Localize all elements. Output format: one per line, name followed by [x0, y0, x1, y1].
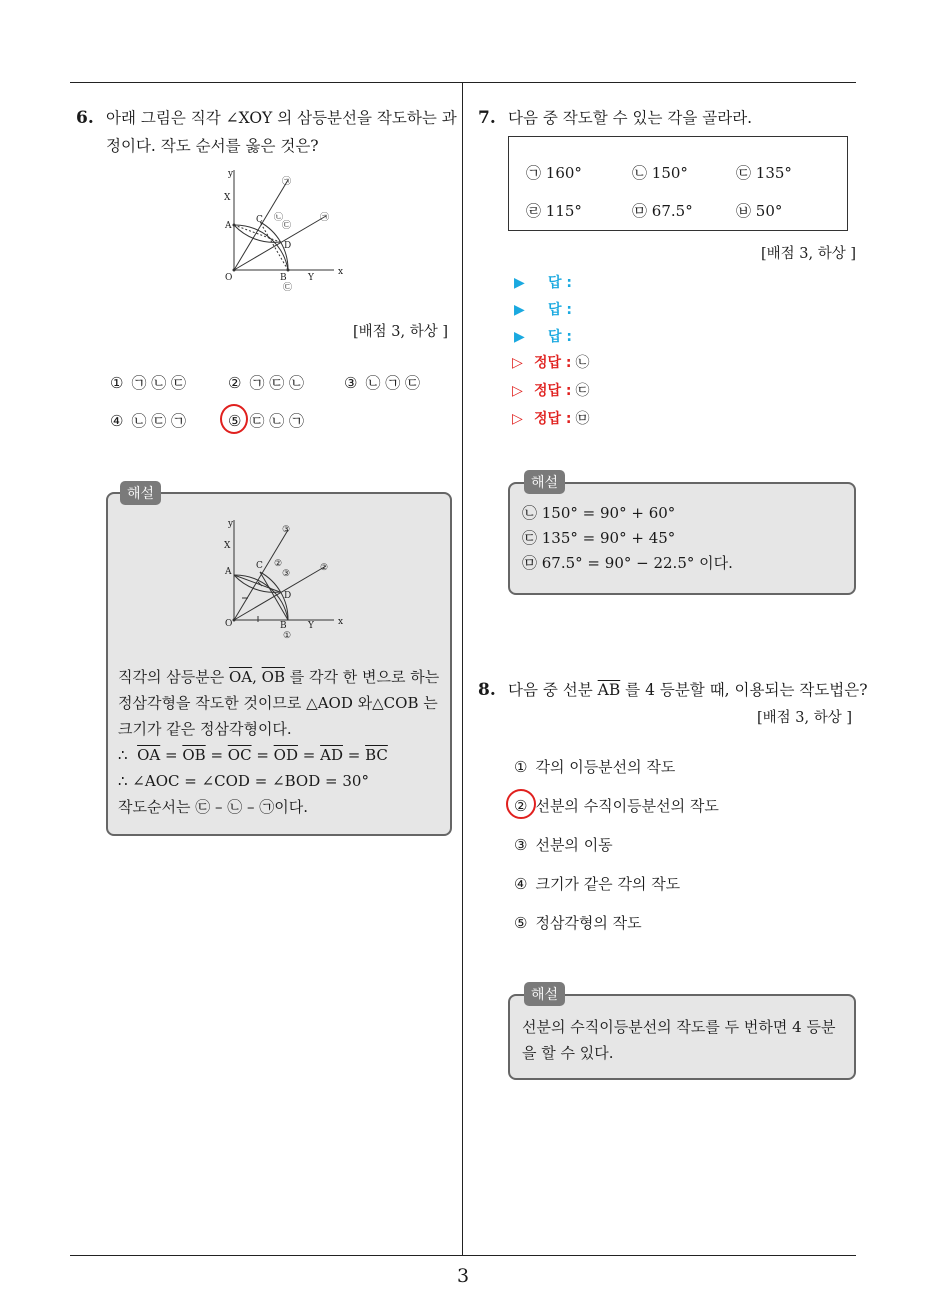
q6-option-1[interactable]: ① ㉠ ㉡ ㉢: [110, 374, 186, 392]
q8-text: 다음 중 선분 $\overline{AB}$ 를 4 등분할 때, 이용되는 작도법은?: [508, 681, 868, 699]
q6-text-line1: 아래 그림은 직각 ∠XOY 의 삼등분선을 작도하는 과: [106, 109, 457, 127]
q6-expl-fig-num-2: ②: [274, 559, 283, 569]
q6-expl-line6: 작도순서는 ㉢ – ㉡ – ㉠이다.: [118, 798, 309, 816]
q6-expl-fig-label-A: A: [225, 567, 232, 577]
q6-expl-fig-label-D: D: [284, 591, 292, 601]
q6-fig-label-Y: Y: [308, 273, 314, 283]
q6-expl-fig-num-1: ③: [282, 525, 291, 535]
q6-expl-line3: 크기가 같은 정삼각형이다.: [118, 720, 292, 738]
q7-choice-1: ㉠ 160°: [526, 164, 582, 182]
bottom-rule: [70, 1255, 856, 1256]
q8-number: 8.: [478, 680, 496, 700]
q6-fig-label-B: B: [280, 273, 287, 283]
q8-option-2[interactable]: ② 선분의 수직이등분선의 작도: [514, 797, 719, 815]
q6-expl-line5: ∴ ∠AOC = ∠COD = ∠BOD = 30°: [118, 772, 369, 790]
q6-fig-label-y: y: [228, 169, 234, 179]
q6-expl-fig-num-5: ①: [283, 631, 292, 641]
q8-explanation-tag: 해설: [524, 982, 565, 1006]
page-number: 3: [456, 1265, 470, 1287]
q6-option-4[interactable]: ④ ㉡ ㉢ ㉠: [110, 412, 186, 430]
q6-option-3[interactable]: ③ ㉡ ㉠ ㉢: [344, 374, 420, 392]
q7-choice-4: ㉣ 115°: [526, 202, 582, 220]
q7-answer-blank-1[interactable]: ▶ 답 :: [514, 275, 572, 291]
q6-expl-fig-num-4: ②: [320, 563, 329, 573]
q7-expl-line1: ㉡ 150° = 90° + 60°: [522, 504, 676, 522]
q7-correct-1: ▷ 정답 : ㉡: [512, 355, 590, 371]
q6-option-2[interactable]: ② ㉠ ㉢ ㉡: [228, 374, 304, 392]
q6-fig-mark-1: ㉠: [282, 177, 292, 187]
q8-expl-line1: 선분의 수직이등분선의 작도를 두 번하면 4 등분: [522, 1018, 836, 1036]
q6-text-line2: 정이다. 작도 순서를 옳은 것은?: [106, 137, 319, 155]
q7-expl-line2: ㉢ 135° = 90° + 45°: [522, 529, 676, 547]
q7-number: 7.: [478, 108, 496, 128]
outline-triangle-icon: ▷: [512, 383, 523, 399]
q6-fig-label-x: x: [338, 267, 344, 277]
q7-points: [배점 3, 하상 ]: [760, 246, 856, 262]
q6-expl-fig-label-B: B: [280, 621, 287, 631]
q7-expl-line3: ㉤ 67.5° = 90° − 22.5° 이다.: [522, 554, 733, 572]
q7-choice-5: ㉤ 67.5°: [632, 202, 693, 220]
q6-figure: [222, 168, 352, 298]
q6-fig-label-A: A: [225, 221, 232, 231]
q6-fig-mark-5: ㉢: [283, 283, 293, 293]
q6-expl-fig-label-X: X: [224, 541, 231, 551]
column-divider: [462, 82, 463, 1255]
q6-expl-line4: ∴ $\overline{OA} = \overline{OB} = \overline{OC} = \overline{OD} = \overline{AD} = \overline{BC}$: [118, 746, 388, 764]
play-triangle-icon: ▶: [514, 275, 525, 291]
q6-fig-mark-2: ㉡: [274, 213, 284, 223]
q6-fig-label-C: C: [256, 215, 263, 225]
q6-option-5[interactable]: ⑤ ㉢ ㉡ ㉠: [228, 412, 304, 430]
q6-answer-circle: [220, 404, 248, 434]
q8-option-5[interactable]: ⑤ 정삼각형의 작도: [514, 914, 642, 932]
q6-explanation-tag: 해설: [120, 481, 161, 505]
outline-triangle-icon: ▷: [512, 355, 523, 371]
q6-expl-fig-label-C: C: [256, 561, 263, 571]
q6-fig-label-D: D: [284, 241, 292, 251]
q8-expl-line2: 을 할 수 있다.: [522, 1044, 614, 1062]
q6-fig-label-O: O: [225, 273, 233, 283]
q6-number: 6.: [76, 108, 94, 128]
q7-choice-6: ㉥ 50°: [736, 202, 783, 220]
q6-expl-fig-num-3: ③: [282, 569, 291, 579]
play-triangle-icon: ▶: [514, 329, 525, 345]
q7-answer-blank-2[interactable]: ▶ 답 :: [514, 302, 572, 318]
q6-expl-fig-label-x: x: [338, 617, 344, 627]
q6-expl-line1: 직각의 삼등분은 $\overline{OA}$, $\overline{OB}$ 를 각각 한 변으로 하는: [118, 668, 440, 686]
q7-text: 다음 중 작도할 수 있는 각을 골라라.: [508, 109, 753, 127]
q6-fig-mark-4: ㉠: [320, 213, 330, 223]
q6-explanation-figure: [222, 518, 352, 648]
q7-choice-2: ㉡ 150°: [632, 164, 688, 182]
q8-option-4[interactable]: ④ 크기가 같은 각의 작도: [514, 875, 681, 893]
q6-expl-fig-label-Y: Y: [308, 621, 314, 631]
q8-option-1[interactable]: ① 각의 이등분선의 작도: [514, 758, 676, 776]
q6-points: [배점 3, 하상 ]: [352, 324, 448, 340]
q6-expl-line2: 정삼각형을 작도한 것이므로 △AOD 와△COB 는: [118, 694, 438, 712]
q6-fig-label-X: X: [224, 193, 231, 203]
q7-correct-2: ▷ 정답 : ㉢: [512, 383, 590, 399]
q6-expl-fig-label-O: O: [225, 619, 233, 629]
q7-explanation-tag: 해설: [524, 470, 565, 494]
q8-answer-circle: [506, 789, 536, 819]
outline-triangle-icon: ▷: [512, 411, 523, 427]
q7-choice-3: ㉢ 135°: [736, 164, 792, 182]
top-rule: [70, 82, 856, 83]
q8-points: [배점 3, 하상 ]: [756, 710, 852, 726]
play-triangle-icon: ▶: [514, 302, 525, 318]
q8-option-3[interactable]: ③ 선분의 이동: [514, 836, 613, 854]
q6-fig-mark-3: ㉢: [282, 221, 292, 231]
q7-correct-3: ▷ 정답 : ㉤: [512, 411, 590, 427]
q6-expl-fig-label-y: y: [228, 519, 234, 529]
q7-answer-blank-3[interactable]: ▶ 답 :: [514, 329, 572, 345]
